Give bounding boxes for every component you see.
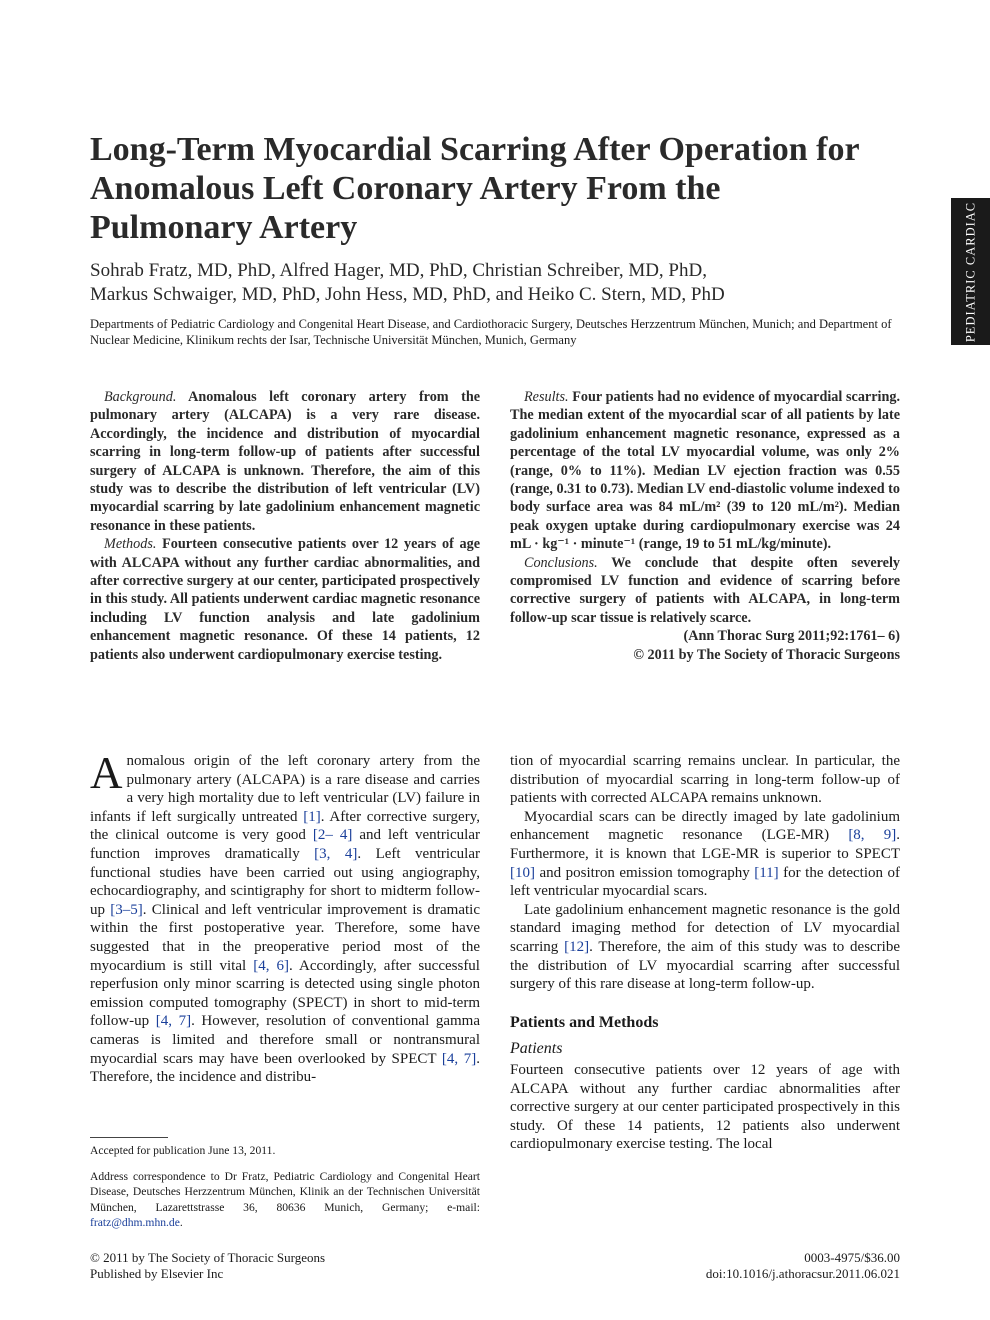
body-text: . Furthermore, it is known that LGE-MR is superior to SPECT — [510, 827, 900, 862]
section-heading: Patients and Methods — [510, 1013, 659, 1031]
body-left-column — [90, 748, 481, 1087]
body-text: Myocardial scars can be directly imaged by late gadolinium enhancement magnetic resonance (LGE-MR) — [510, 808, 900, 844]
correspondence-end: . — [179, 1216, 183, 1230]
intro-paragraph-2 — [510, 808, 900, 901]
footnote-divider — [90, 1137, 168, 1138]
body-text: . Left ventricular functional studies have been carried out using angiography, echocardiography, and scintigraphy for short to midterm follow-up — [90, 845, 480, 918]
background-text: Anomalous left coronary artery from the pulmonary artery (ALCAPA) is a very rare disease. Accordingly, the incidence and distribution of myocardial scarring in long-term follow-up of patients after successful surgery of ALCAPA is unknown. Therefore, the aim of this study was to describe the distribution of left ventricular (LV) myocardial scarring by late gadolinium enhancement magnetic resonance in these patients. — [90, 389, 481, 534]
body-right-column — [510, 752, 900, 1154]
author-list — [90, 259, 890, 307]
footer-issn: 0003-4975/$36.00 — [804, 1250, 900, 1265]
results-label: Results. — [524, 389, 569, 405]
abstract-methods — [90, 535, 480, 664]
body-text: and positron emission tomography — [535, 864, 755, 881]
footer-copyright: © 2011 by The Society of Thoracic Surgeons — [90, 1250, 326, 1265]
footer-doi: doi:10.1016/j.athoracsur.2011.06.021 — [705, 1266, 900, 1281]
intro-paragraph-1 — [90, 748, 481, 1087]
author-line-2: Markus Schwaiger, MD, PhD, John Hess, MD, PhD, and Heiko C. Stern, MD, PhD — [90, 284, 725, 305]
reference-link[interactable]: [4, 7] — [441, 1050, 477, 1067]
correspondence-text: Address correspondence to Dr Fratz, Pediatric Cardiology and Congenital Heart Disease, Deutsches Herzzentrum München, Klinik an der Technischen Universität München, Lazarettstrasse 36, 80636 Munich, Germany; e-mail: — [90, 1169, 480, 1214]
body-text: . Therefore, the aim of this study was to describe the distribution of LV myocardial scarring after successful surgery of this rare disease at long-term follow-up. — [510, 938, 901, 993]
accepted-date: Accepted for publication June 13, 2011. — [90, 1144, 276, 1157]
correspondence-note — [90, 1169, 480, 1231]
reference-link[interactable]: [10] — [510, 864, 535, 881]
results-text: Four patients had no evidence of myocardial scarring. The median extent of the myocardial scar of all patients by late gadolinium enhancement magnetic resonance, expressed as a percentage of the total LV myocardial volume, was only 2% (range, 0% to 11%). Median LV ejection fraction was 0.55 (range, 0.31 to 0.73). Median LV end-diastolic volume indexed to body surface area was 84 mL/m² (39 to 120 mL/m²). Median peak oxygen uptake during cardiopulmonary exercise was 24 mL · kg⁻¹ · minute⁻¹ (range, 19 to 51 mL/kg/minute). — [510, 389, 901, 553]
subsection-heading: Patients — [510, 1040, 563, 1058]
footer-right — [560, 1250, 900, 1282]
patients-paragraph: Fourteen consecutive patients over 12 years of age with ALCAPA without any further cardiac abnormalities after corrective surgery at our center participated prospectively in this study. Of these 14 patients, 12 patients also underwent cardiopulmonary exercise testing. The local — [510, 1061, 900, 1153]
section-tab — [951, 198, 990, 345]
body-text: . Therefore, the incidence and distribu- — [90, 1050, 480, 1086]
footer-publisher: Published by Elsevier Inc — [90, 1266, 224, 1281]
conclusions-label: Conclusions. — [524, 554, 598, 571]
drop-cap: A — [90, 748, 123, 798]
methods-text: Fourteen consecutive patients over 12 years of age with ALCAPA without any further cardiac abnormalities, and after corrective surgery at our center, participated prospectively in this study. All patients underwent cardiac magnetic resonance including LV function analysis and late gadolinium enhancement magnetic resonance. Of these 14 patients, 12 patients also underwent cardiopulmonary exercise testing. — [90, 536, 481, 663]
body-text: and left ventricular function improves dramatically — [90, 827, 480, 862]
body-text: . Accordingly, after successful reperfusion only minor scarring is detected using single photon emission computed tomography (SPECT) in short to mid-term follow-up — [90, 957, 480, 1030]
reference-link[interactable]: [12] — [564, 938, 590, 955]
body-text: tion of myocardial scarring remains unclear. In particular, the distribution of myocardial scarring in long-term follow-up of patients with corrected ALCAPA remains unknown. — [510, 753, 900, 807]
abstract-background — [90, 388, 480, 535]
affiliations: Departments of Pediatric Cardiology and Congenital Heart Disease, and Cardiothoracic Surgery, Deutsches Herzzentrum München, Munich; and Department of Nuclear Medicine, Klinikum rechts der Isar, Technische Universität München, Munich, Germany — [90, 317, 892, 347]
intro-paragraph-1-continued — [510, 752, 900, 808]
body-text: Late gadolinium enhancement magnetic resonance is the gold standard imaging method for detection of LV myocardial scarring — [510, 901, 900, 955]
abstract-results — [510, 388, 900, 554]
body-text: . Clinical and left ventricular improvement is dramatic within the first postoperative year. Therefore, some have suggested that in the preoperative period most of the myocardium is still vital — [90, 901, 481, 974]
article-title: Long-Term Myocardial Scarring After Operation for Anomalous Left Coronary Artery From the Pulmonary Artery — [90, 131, 859, 246]
reference-link[interactable]: [4, 7] — [155, 1013, 192, 1030]
reference-link[interactable]: [11] — [754, 864, 779, 881]
reference-link[interactable]: [1] — [303, 808, 321, 825]
abstract-conclusions — [510, 554, 900, 628]
journal-citation: (Ann Thorac Surg 2011;92:1761– 6) — [683, 628, 900, 645]
email-link[interactable]: fratz@dhm.mhn.de — [90, 1216, 180, 1230]
reference-link[interactable]: [3, 4] — [314, 845, 358, 862]
footnotes — [90, 1143, 480, 1241]
body-text: nomalous origin of the left coronary artery from the pulmonary artery (ALCAPA) is a rare disease and carries a very high mortality due to left ventricular (LV) failure in infants if left surgically untreated — [90, 753, 480, 825]
abstract-right-column — [510, 388, 900, 664]
body-text: . However, resolution of conventional gamma cameras is limited and therefore small or nontransmural myocardial scars may have been overlooked by SPECT — [90, 1013, 480, 1067]
intro-paragraph-3 — [510, 901, 900, 994]
reference-link[interactable]: [2– 4] — [312, 827, 353, 844]
body-text: for the detection of left ventricular myocardial scars. — [510, 864, 900, 900]
reference-link[interactable]: [3–5] — [110, 901, 143, 918]
footer-left — [90, 1250, 490, 1282]
reference-link[interactable]: [8, 9] — [848, 827, 897, 844]
body-text: . After corrective surgery, the clinical outcome is very good — [90, 808, 480, 844]
conclusions-text: We conclude that despite often severely compromised LV function and evidence of scarring before corrective surgery of patients with ALCAPA, in long-term follow-up scar tissue is relatively scarce. — [510, 554, 901, 626]
section-tab-label: PEDIATRIC CARDIAC — [963, 201, 977, 342]
reference-link[interactable]: [4, 6] — [253, 957, 290, 974]
author-line-1: Sohrab Fratz, MD, PhD, Alfred Hager, MD, PhD, Christian Schreiber, MD, PhD, — [90, 260, 707, 281]
methods-label: Methods. — [104, 536, 157, 553]
abstract-copyright: © 2011 by The Society of Thoracic Surgeons — [633, 646, 900, 663]
abstract-left-column — [90, 388, 480, 664]
background-label: Background. — [104, 389, 177, 405]
